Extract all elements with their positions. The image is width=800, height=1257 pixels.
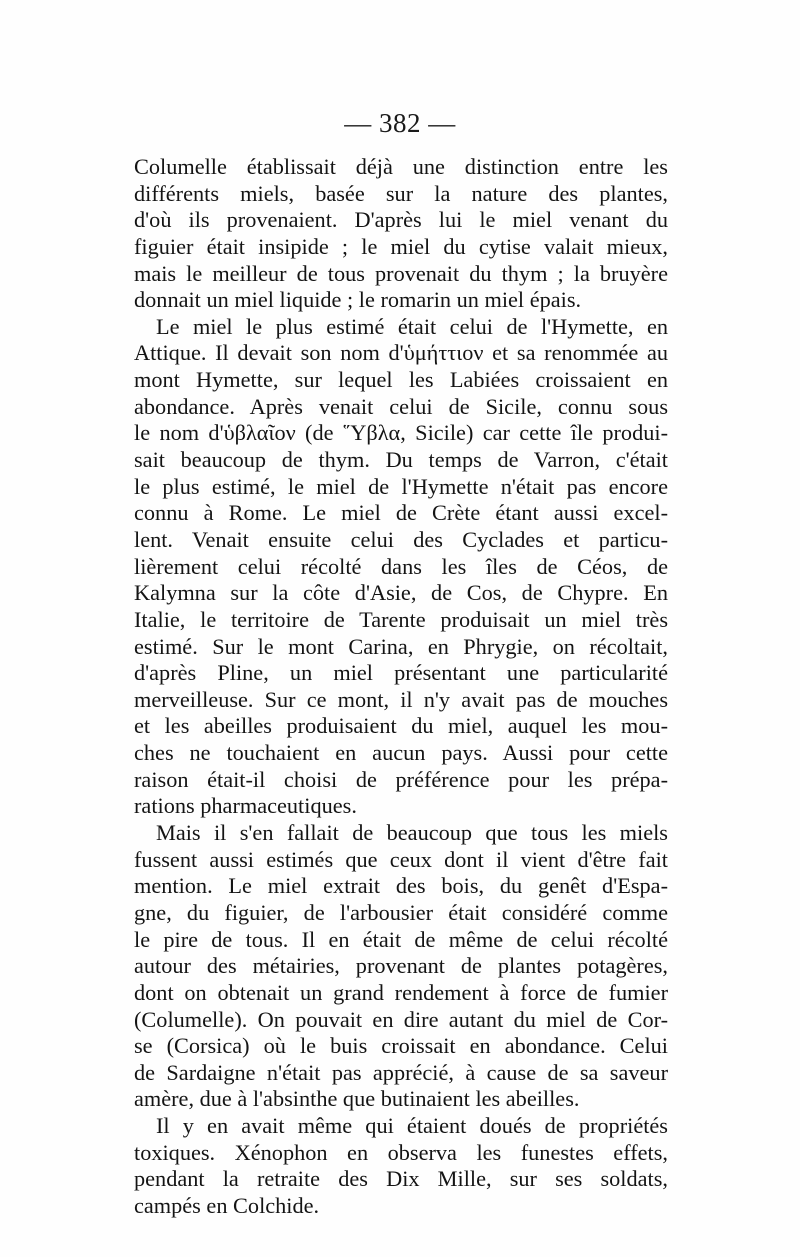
paragraph	[134, 1113, 668, 1220]
text-line: rations pharmaceutiques.	[134, 793, 357, 819]
text-line: amère, due à l'absinthe que butinaient les abeilles.	[134, 1086, 580, 1112]
text-line: mont Hymette, sur lequel les Labiées croissaient en	[134, 367, 668, 393]
text-line: différents miels, basée sur la nature des plantes,	[134, 180, 668, 206]
text-line: campés en Colchide.	[134, 1192, 320, 1218]
text-line: fussent aussi estimés que ceux dont il vient d'être fait	[134, 846, 668, 872]
text-line: et les abeilles produisaient du miel, auquel les mou-	[134, 713, 668, 739]
text-line: le pire de tous. Il en était de même de celui récolté	[134, 926, 668, 952]
text-line: mais le meilleur de tous provenait du thym ; la bruyère	[134, 260, 668, 286]
text-line: mention. Le miel extrait des bois, du genêt d'Espa-	[134, 873, 668, 899]
text-line: d'après Pline, un miel présentant une particularité	[134, 660, 668, 686]
text-line: Kalymna sur la côte d'Asie, de Cos, de Chypre. En	[134, 580, 668, 606]
text-line: donnait un miel liquide ; le romarin un miel épais.	[134, 287, 582, 313]
text-line: Il y en avait même qui étaient doués de propriétés	[156, 1113, 668, 1139]
text-line: gne, du figuier, de l'arbousier était considéré comme	[134, 899, 668, 925]
text-line: abondance. Après venait celui de Sicile, connu sous	[134, 393, 668, 419]
text-line: dont on obtenait un grand rendement à force de fumier	[134, 979, 668, 1005]
text-line: raison était-il choisi de préférence pour les prépa-	[134, 766, 668, 792]
text-line: merveilleuse. Sur ce mont, il n'y avait pas de mouches	[134, 686, 668, 712]
text-line: autour des métairies, provenant de plantes potagères,	[134, 953, 668, 979]
page-number: — 382 —	[344, 108, 456, 138]
text-line: se (Corsica) où le buis croissait en abondance. Celui	[134, 1033, 668, 1059]
text-line: d'où ils provenaient. D'après lui le miel venant du	[134, 207, 668, 233]
text-line: connu à Rome. Le miel de Crète étant aussi excel-	[134, 500, 668, 526]
text-line: figuier était insipide ; le miel du cytise valait mieux,	[134, 233, 668, 259]
text-line: toxiques. Xénophon en observa les funestes effets,	[134, 1139, 668, 1165]
text-line: sait beaucoup de thym. Du temps de Varron, c'était	[134, 447, 668, 473]
paragraph	[134, 154, 668, 314]
text-line: Columelle établissait déjà une distinction entre les	[134, 154, 668, 179]
text-line: (Columelle). On pouvait en dire autant du miel de Cor-	[134, 1006, 668, 1032]
text-line: le plus estimé, le miel de l'Hymette n'était pas encore	[134, 473, 668, 499]
text-line: Italie, le territoire de Tarente produisait un miel très	[134, 606, 668, 632]
text-line: lièrement celui récolté dans les îles de Céos, de	[134, 553, 668, 579]
text-line: Le miel le plus estimé était celui de l'Hymette, en	[156, 313, 668, 339]
text-line: le nom d'ὑβλαῖον (de ῞Υβλα, Sicile) car cette île produi-	[134, 420, 668, 446]
text-line: Attique. Il devait son nom d'ὑμήττιον et sa renommée au	[134, 340, 668, 366]
paragraph	[134, 820, 668, 1113]
text-line: pendant la retraite des Dix Mille, sur ses soldats,	[134, 1166, 668, 1192]
body-text	[134, 154, 668, 1220]
text-line: lent. Venait ensuite celui des Cyclades et particu-	[134, 526, 668, 552]
text-line: ches ne touchaient en aucun pays. Aussi pour cette	[134, 740, 668, 766]
text-line: estimé. Sur le mont Carina, en Phrygie, on récoltait,	[134, 633, 668, 659]
paragraph	[134, 314, 668, 820]
text-line: de Sardaigne n'était pas apprécié, à cause de sa saveur	[134, 1059, 668, 1085]
text-line: Mais il s'en fallait de beaucoup que tous les miels	[156, 820, 668, 846]
